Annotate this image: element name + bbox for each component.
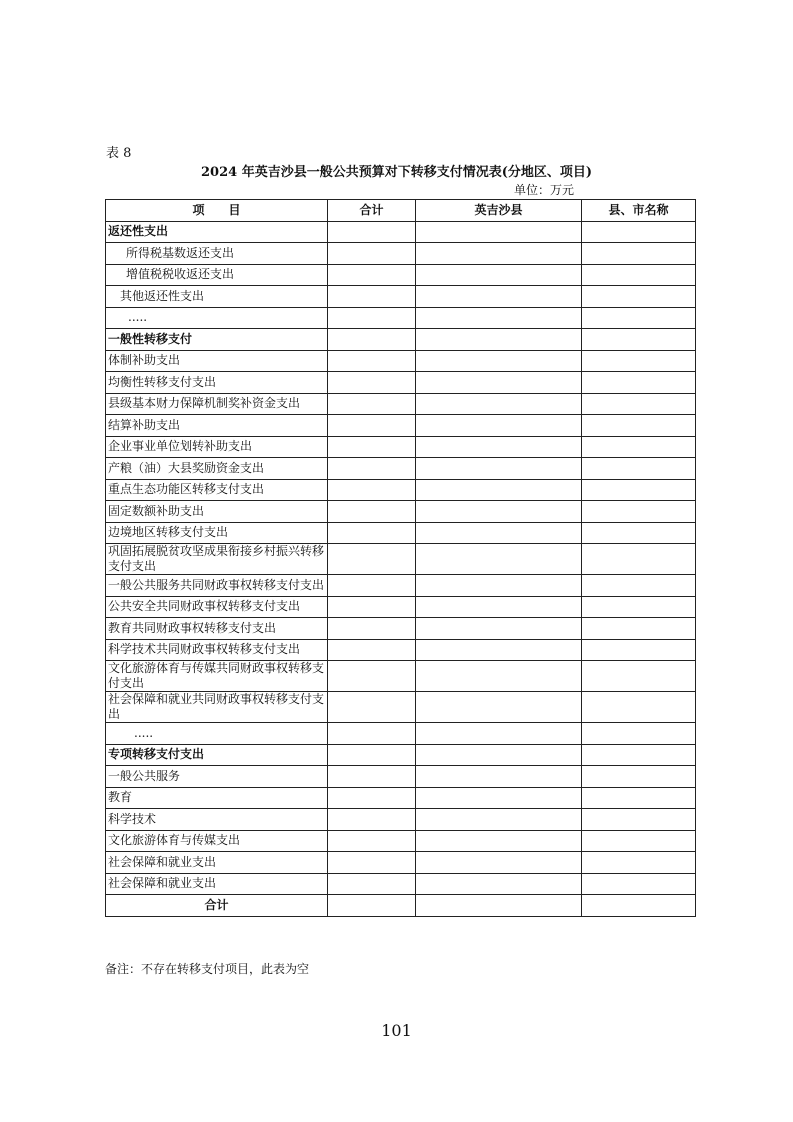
row-label: 教育共同财政事权转移支付支出 <box>106 618 328 640</box>
row-label: 结算补助支出 <box>106 415 328 437</box>
transfer-payment-table <box>105 199 696 917</box>
table-row <box>106 436 696 458</box>
table-row <box>106 307 696 329</box>
table-row <box>106 830 696 852</box>
row-label: 增值税税收返还支出 <box>106 264 328 286</box>
table-row <box>106 744 696 766</box>
row-label-total: 合计 <box>106 895 328 917</box>
table-note: 备注：不存在转移支付项目，此表为空 <box>105 962 310 976</box>
row-label: 固定数额补助支出 <box>106 501 328 523</box>
table-row <box>106 286 696 308</box>
row-label: 一般公共服务共同财政事权转移支付支出 <box>106 575 328 597</box>
row-label: 一般公共服务 <box>106 766 328 788</box>
row-label: 文化旅游体育与传媒共同财政事权转移支付支出 <box>106 661 328 692</box>
row-label: 教育 <box>106 787 328 809</box>
table-row <box>106 575 696 597</box>
table-row <box>106 221 696 243</box>
row-label: 重点生态功能区转移支付支出 <box>106 479 328 501</box>
row-label: 巩固拓展脱贫攻坚成果衔接乡村振兴转移支付支出 <box>106 544 328 575</box>
row-label: 社会保障和就业支出 <box>106 852 328 874</box>
row-label: 一般性转移支付 <box>106 329 328 351</box>
row-label: 社会保障和就业共同财政事权转移支付支出 <box>106 692 328 723</box>
table-row <box>106 723 696 745</box>
row-label: 其他返还性支出 <box>106 286 328 308</box>
row-label: 体制补助支出 <box>106 350 328 372</box>
row-label: 产粮（油）大县奖励资金支出 <box>106 458 328 480</box>
table-row <box>106 522 696 544</box>
table-row <box>106 329 696 351</box>
row-label: 科学技术 <box>106 809 328 831</box>
table-row <box>106 766 696 788</box>
unit-label: 单位：万元 <box>514 183 575 197</box>
row-label: 所得税基数返还支出 <box>106 243 328 265</box>
table-row <box>106 692 696 723</box>
table-row <box>106 639 696 661</box>
table-row <box>106 350 696 372</box>
row-label: 公共安全共同财政事权转移支付支出 <box>106 596 328 618</box>
row-label: 专项转移支付支出 <box>106 744 328 766</box>
page-number: 101 <box>381 1021 412 1040</box>
header-item: 项 目 <box>106 200 328 222</box>
row-label: 社会保障和就业支出 <box>106 873 328 895</box>
row-label: 企业事业单位划转补助支出 <box>106 436 328 458</box>
table-row <box>106 458 696 480</box>
table-row <box>106 415 696 437</box>
table-header-row <box>106 200 696 222</box>
table-row <box>106 479 696 501</box>
header-total: 合计 <box>328 200 416 222</box>
row-label: 县级基本财力保障机制奖补资金支出 <box>106 393 328 415</box>
table-row <box>106 618 696 640</box>
table-row-total <box>106 895 696 917</box>
table-number: 表 8 <box>106 146 132 161</box>
table-row <box>106 852 696 874</box>
header-yingjisha: 英吉沙县 <box>416 200 582 222</box>
table-row <box>106 596 696 618</box>
row-label: 边境地区转移支付支出 <box>106 522 328 544</box>
row-label: ..... <box>106 307 328 329</box>
row-label: 科学技术共同财政事权转移支付支出 <box>106 639 328 661</box>
header-county-name: 县、市名称 <box>582 200 696 222</box>
row-label: ..... <box>106 723 328 745</box>
table-row <box>106 787 696 809</box>
page-title: 2024 年英吉沙县一般公共预算对下转移支付情况表(分地区、项目) <box>200 165 592 180</box>
table-row <box>106 501 696 523</box>
table-row <box>106 809 696 831</box>
table-row <box>106 243 696 265</box>
table-row <box>106 393 696 415</box>
table-row <box>106 372 696 394</box>
row-label: 返还性支出 <box>106 221 328 243</box>
table-row <box>106 661 696 692</box>
table-row <box>106 264 696 286</box>
row-label: 均衡性转移支付支出 <box>106 372 328 394</box>
row-label: 文化旅游体育与传媒支出 <box>106 830 328 852</box>
table-row <box>106 544 696 575</box>
table-row <box>106 873 696 895</box>
